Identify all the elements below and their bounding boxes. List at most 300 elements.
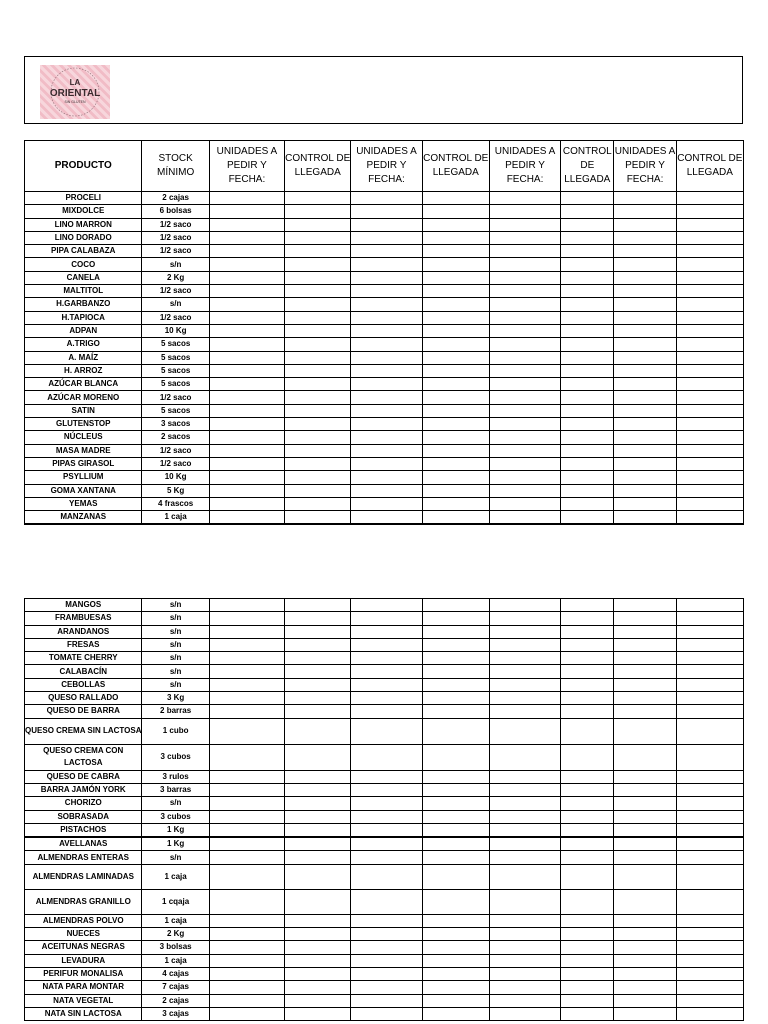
control-cell[interactable] bbox=[561, 205, 614, 218]
unidades-cell[interactable] bbox=[209, 457, 284, 470]
control-cell[interactable] bbox=[422, 967, 489, 980]
unidades-cell[interactable] bbox=[351, 258, 422, 271]
unidades-cell[interactable] bbox=[351, 810, 422, 823]
control-cell[interactable] bbox=[422, 851, 489, 864]
control-cell[interactable] bbox=[285, 378, 351, 391]
control-cell[interactable] bbox=[422, 431, 489, 444]
control-cell[interactable] bbox=[422, 665, 489, 678]
unidades-cell[interactable] bbox=[209, 431, 284, 444]
control-cell[interactable] bbox=[676, 431, 743, 444]
unidades-cell[interactable] bbox=[351, 218, 422, 231]
control-cell[interactable] bbox=[561, 391, 614, 404]
unidades-cell[interactable] bbox=[209, 837, 284, 851]
unidades-cell[interactable] bbox=[614, 444, 676, 457]
control-cell[interactable] bbox=[422, 678, 489, 691]
control-cell[interactable] bbox=[422, 823, 489, 837]
unidades-cell[interactable] bbox=[614, 1007, 676, 1020]
control-cell[interactable] bbox=[561, 994, 614, 1007]
control-cell[interactable] bbox=[561, 338, 614, 351]
unidades-cell[interactable] bbox=[489, 511, 560, 525]
control-cell[interactable] bbox=[422, 941, 489, 954]
control-cell[interactable] bbox=[285, 625, 351, 638]
unidades-cell[interactable] bbox=[209, 941, 284, 954]
unidades-cell[interactable] bbox=[489, 245, 560, 258]
control-cell[interactable] bbox=[422, 205, 489, 218]
control-cell[interactable] bbox=[561, 625, 614, 638]
control-cell[interactable] bbox=[561, 928, 614, 941]
unidades-cell[interactable] bbox=[489, 797, 560, 810]
unidades-cell[interactable] bbox=[351, 625, 422, 638]
control-cell[interactable] bbox=[676, 457, 743, 470]
unidades-cell[interactable] bbox=[351, 298, 422, 311]
unidades-cell[interactable] bbox=[351, 404, 422, 417]
control-cell[interactable] bbox=[422, 928, 489, 941]
unidades-cell[interactable] bbox=[351, 851, 422, 864]
control-cell[interactable] bbox=[285, 285, 351, 298]
unidades-cell[interactable] bbox=[489, 271, 560, 284]
control-cell[interactable] bbox=[676, 484, 743, 497]
control-cell[interactable] bbox=[422, 338, 489, 351]
control-cell[interactable] bbox=[676, 823, 743, 837]
control-cell[interactable] bbox=[676, 285, 743, 298]
unidades-cell[interactable] bbox=[351, 231, 422, 244]
unidades-cell[interactable] bbox=[489, 994, 560, 1007]
unidades-cell[interactable] bbox=[351, 364, 422, 377]
control-cell[interactable] bbox=[285, 652, 351, 665]
unidades-cell[interactable] bbox=[351, 837, 422, 851]
control-cell[interactable] bbox=[422, 612, 489, 625]
control-cell[interactable] bbox=[561, 404, 614, 417]
control-cell[interactable] bbox=[422, 770, 489, 783]
control-cell[interactable] bbox=[676, 471, 743, 484]
unidades-cell[interactable] bbox=[351, 378, 422, 391]
control-cell[interactable] bbox=[676, 245, 743, 258]
unidades-cell[interactable] bbox=[209, 418, 284, 431]
control-cell[interactable] bbox=[561, 311, 614, 324]
control-cell[interactable] bbox=[676, 324, 743, 337]
control-cell[interactable] bbox=[561, 810, 614, 823]
unidades-cell[interactable] bbox=[614, 484, 676, 497]
unidades-cell[interactable] bbox=[209, 705, 284, 718]
control-cell[interactable] bbox=[676, 692, 743, 705]
control-cell[interactable] bbox=[422, 457, 489, 470]
control-cell[interactable] bbox=[676, 258, 743, 271]
control-cell[interactable] bbox=[561, 1007, 614, 1020]
unidades-cell[interactable] bbox=[614, 718, 676, 744]
control-cell[interactable] bbox=[422, 625, 489, 638]
control-cell[interactable] bbox=[676, 205, 743, 218]
unidades-cell[interactable] bbox=[489, 1007, 560, 1020]
control-cell[interactable] bbox=[561, 665, 614, 678]
unidades-cell[interactable] bbox=[351, 692, 422, 705]
unidades-cell[interactable] bbox=[489, 837, 560, 851]
unidades-cell[interactable] bbox=[614, 705, 676, 718]
control-cell[interactable] bbox=[285, 218, 351, 231]
control-cell[interactable] bbox=[676, 378, 743, 391]
control-cell[interactable] bbox=[285, 954, 351, 967]
control-cell[interactable] bbox=[422, 391, 489, 404]
unidades-cell[interactable] bbox=[351, 444, 422, 457]
control-cell[interactable] bbox=[676, 744, 743, 770]
unidades-cell[interactable] bbox=[614, 678, 676, 691]
control-cell[interactable] bbox=[561, 718, 614, 744]
control-cell[interactable] bbox=[561, 914, 614, 927]
control-cell[interactable] bbox=[676, 941, 743, 954]
control-cell[interactable] bbox=[285, 484, 351, 497]
unidades-cell[interactable] bbox=[614, 851, 676, 864]
control-cell[interactable] bbox=[561, 497, 614, 510]
control-cell[interactable] bbox=[422, 418, 489, 431]
unidades-cell[interactable] bbox=[351, 391, 422, 404]
control-cell[interactable] bbox=[561, 797, 614, 810]
unidades-cell[interactable] bbox=[489, 928, 560, 941]
unidades-cell[interactable] bbox=[209, 258, 284, 271]
unidades-cell[interactable] bbox=[209, 981, 284, 994]
unidades-cell[interactable] bbox=[351, 457, 422, 470]
unidades-cell[interactable] bbox=[614, 418, 676, 431]
unidades-cell[interactable] bbox=[489, 744, 560, 770]
unidades-cell[interactable] bbox=[351, 954, 422, 967]
control-cell[interactable] bbox=[422, 889, 489, 914]
unidades-cell[interactable] bbox=[614, 692, 676, 705]
unidades-cell[interactable] bbox=[489, 612, 560, 625]
control-cell[interactable] bbox=[561, 638, 614, 651]
control-cell[interactable] bbox=[676, 511, 743, 525]
control-cell[interactable] bbox=[561, 258, 614, 271]
control-cell[interactable] bbox=[561, 954, 614, 967]
unidades-cell[interactable] bbox=[489, 205, 560, 218]
control-cell[interactable] bbox=[676, 797, 743, 810]
unidades-cell[interactable] bbox=[489, 954, 560, 967]
control-cell[interactable] bbox=[422, 404, 489, 417]
control-cell[interactable] bbox=[422, 837, 489, 851]
control-cell[interactable] bbox=[285, 797, 351, 810]
control-cell[interactable] bbox=[285, 678, 351, 691]
control-cell[interactable] bbox=[422, 311, 489, 324]
unidades-cell[interactable] bbox=[209, 311, 284, 324]
control-cell[interactable] bbox=[676, 351, 743, 364]
control-cell[interactable] bbox=[561, 837, 614, 851]
unidades-cell[interactable] bbox=[209, 783, 284, 796]
unidades-cell[interactable] bbox=[489, 652, 560, 665]
unidades-cell[interactable] bbox=[351, 864, 422, 889]
control-cell[interactable] bbox=[561, 941, 614, 954]
unidades-cell[interactable] bbox=[489, 599, 560, 612]
unidades-cell[interactable] bbox=[489, 967, 560, 980]
unidades-cell[interactable] bbox=[489, 889, 560, 914]
unidades-cell[interactable] bbox=[351, 678, 422, 691]
control-cell[interactable] bbox=[676, 652, 743, 665]
control-cell[interactable] bbox=[422, 797, 489, 810]
unidades-cell[interactable] bbox=[209, 444, 284, 457]
control-cell[interactable] bbox=[561, 298, 614, 311]
control-cell[interactable] bbox=[285, 599, 351, 612]
unidades-cell[interactable] bbox=[351, 511, 422, 525]
unidades-cell[interactable] bbox=[614, 967, 676, 980]
unidades-cell[interactable] bbox=[209, 864, 284, 889]
unidades-cell[interactable] bbox=[489, 941, 560, 954]
unidades-cell[interactable] bbox=[351, 823, 422, 837]
unidades-cell[interactable] bbox=[209, 285, 284, 298]
control-cell[interactable] bbox=[561, 364, 614, 377]
unidades-cell[interactable] bbox=[209, 718, 284, 744]
unidades-cell[interactable] bbox=[614, 914, 676, 927]
unidades-cell[interactable] bbox=[614, 298, 676, 311]
unidades-cell[interactable] bbox=[489, 364, 560, 377]
control-cell[interactable] bbox=[676, 391, 743, 404]
unidades-cell[interactable] bbox=[351, 914, 422, 927]
control-cell[interactable] bbox=[422, 271, 489, 284]
unidades-cell[interactable] bbox=[209, 810, 284, 823]
control-cell[interactable] bbox=[285, 823, 351, 837]
control-cell[interactable] bbox=[285, 404, 351, 417]
control-cell[interactable] bbox=[285, 311, 351, 324]
unidades-cell[interactable] bbox=[351, 981, 422, 994]
control-cell[interactable] bbox=[285, 391, 351, 404]
unidades-cell[interactable] bbox=[614, 665, 676, 678]
control-cell[interactable] bbox=[676, 889, 743, 914]
unidades-cell[interactable] bbox=[489, 864, 560, 889]
control-cell[interactable] bbox=[676, 967, 743, 980]
unidades-cell[interactable] bbox=[489, 324, 560, 337]
unidades-cell[interactable] bbox=[209, 625, 284, 638]
control-cell[interactable] bbox=[561, 889, 614, 914]
control-cell[interactable] bbox=[676, 192, 743, 205]
unidades-cell[interactable] bbox=[489, 810, 560, 823]
control-cell[interactable] bbox=[285, 928, 351, 941]
unidades-cell[interactable] bbox=[614, 954, 676, 967]
control-cell[interactable] bbox=[285, 705, 351, 718]
unidades-cell[interactable] bbox=[489, 625, 560, 638]
control-cell[interactable] bbox=[676, 364, 743, 377]
unidades-cell[interactable] bbox=[489, 391, 560, 404]
control-cell[interactable] bbox=[285, 471, 351, 484]
control-cell[interactable] bbox=[285, 271, 351, 284]
control-cell[interactable] bbox=[285, 192, 351, 205]
control-cell[interactable] bbox=[285, 364, 351, 377]
control-cell[interactable] bbox=[422, 511, 489, 525]
unidades-cell[interactable] bbox=[209, 678, 284, 691]
unidades-cell[interactable] bbox=[489, 378, 560, 391]
control-cell[interactable] bbox=[676, 444, 743, 457]
unidades-cell[interactable] bbox=[614, 928, 676, 941]
control-cell[interactable] bbox=[561, 351, 614, 364]
control-cell[interactable] bbox=[422, 471, 489, 484]
control-cell[interactable] bbox=[285, 994, 351, 1007]
unidades-cell[interactable] bbox=[351, 994, 422, 1007]
unidades-cell[interactable] bbox=[209, 231, 284, 244]
unidades-cell[interactable] bbox=[614, 457, 676, 470]
control-cell[interactable] bbox=[561, 705, 614, 718]
unidades-cell[interactable] bbox=[489, 851, 560, 864]
control-cell[interactable] bbox=[676, 338, 743, 351]
unidades-cell[interactable] bbox=[209, 967, 284, 980]
unidades-cell[interactable] bbox=[351, 928, 422, 941]
control-cell[interactable] bbox=[422, 994, 489, 1007]
control-cell[interactable] bbox=[285, 783, 351, 796]
unidades-cell[interactable] bbox=[209, 638, 284, 651]
unidades-cell[interactable] bbox=[209, 218, 284, 231]
unidades-cell[interactable] bbox=[351, 497, 422, 510]
unidades-cell[interactable] bbox=[209, 889, 284, 914]
unidades-cell[interactable] bbox=[351, 705, 422, 718]
unidades-cell[interactable] bbox=[209, 404, 284, 417]
control-cell[interactable] bbox=[676, 678, 743, 691]
control-cell[interactable] bbox=[561, 324, 614, 337]
control-cell[interactable] bbox=[285, 612, 351, 625]
control-cell[interactable] bbox=[561, 783, 614, 796]
unidades-cell[interactable] bbox=[209, 205, 284, 218]
unidades-cell[interactable] bbox=[209, 692, 284, 705]
unidades-cell[interactable] bbox=[614, 864, 676, 889]
unidades-cell[interactable] bbox=[489, 471, 560, 484]
control-cell[interactable] bbox=[561, 692, 614, 705]
unidades-cell[interactable] bbox=[489, 497, 560, 510]
unidades-cell[interactable] bbox=[614, 324, 676, 337]
unidades-cell[interactable] bbox=[614, 994, 676, 1007]
unidades-cell[interactable] bbox=[489, 484, 560, 497]
control-cell[interactable] bbox=[422, 231, 489, 244]
unidades-cell[interactable] bbox=[489, 444, 560, 457]
control-cell[interactable] bbox=[422, 783, 489, 796]
unidades-cell[interactable] bbox=[351, 431, 422, 444]
unidades-cell[interactable] bbox=[614, 431, 676, 444]
control-cell[interactable] bbox=[422, 258, 489, 271]
unidades-cell[interactable] bbox=[351, 418, 422, 431]
unidades-cell[interactable] bbox=[209, 599, 284, 612]
unidades-cell[interactable] bbox=[489, 457, 560, 470]
control-cell[interactable] bbox=[285, 258, 351, 271]
control-cell[interactable] bbox=[561, 823, 614, 837]
control-cell[interactable] bbox=[561, 652, 614, 665]
control-cell[interactable] bbox=[561, 245, 614, 258]
control-cell[interactable] bbox=[422, 192, 489, 205]
control-cell[interactable] bbox=[676, 298, 743, 311]
unidades-cell[interactable] bbox=[489, 638, 560, 651]
control-cell[interactable] bbox=[676, 404, 743, 417]
unidades-cell[interactable] bbox=[489, 298, 560, 311]
control-cell[interactable] bbox=[422, 351, 489, 364]
unidades-cell[interactable] bbox=[614, 218, 676, 231]
unidades-cell[interactable] bbox=[489, 981, 560, 994]
unidades-cell[interactable] bbox=[209, 378, 284, 391]
control-cell[interactable] bbox=[422, 218, 489, 231]
control-cell[interactable] bbox=[676, 994, 743, 1007]
unidades-cell[interactable] bbox=[614, 889, 676, 914]
unidades-cell[interactable] bbox=[614, 941, 676, 954]
unidades-cell[interactable] bbox=[351, 652, 422, 665]
unidades-cell[interactable] bbox=[351, 484, 422, 497]
control-cell[interactable] bbox=[422, 638, 489, 651]
unidades-cell[interactable] bbox=[351, 324, 422, 337]
control-cell[interactable] bbox=[285, 638, 351, 651]
unidades-cell[interactable] bbox=[209, 994, 284, 1007]
control-cell[interactable] bbox=[561, 612, 614, 625]
unidades-cell[interactable] bbox=[614, 837, 676, 851]
unidades-cell[interactable] bbox=[209, 744, 284, 770]
unidades-cell[interactable] bbox=[351, 967, 422, 980]
unidades-cell[interactable] bbox=[351, 1007, 422, 1020]
control-cell[interactable] bbox=[285, 444, 351, 457]
control-cell[interactable] bbox=[285, 431, 351, 444]
unidades-cell[interactable] bbox=[489, 285, 560, 298]
unidades-cell[interactable] bbox=[209, 245, 284, 258]
unidades-cell[interactable] bbox=[351, 941, 422, 954]
unidades-cell[interactable] bbox=[489, 823, 560, 837]
unidades-cell[interactable] bbox=[614, 612, 676, 625]
unidades-cell[interactable] bbox=[489, 783, 560, 796]
control-cell[interactable] bbox=[285, 810, 351, 823]
unidades-cell[interactable] bbox=[489, 231, 560, 244]
control-cell[interactable] bbox=[561, 418, 614, 431]
control-cell[interactable] bbox=[676, 837, 743, 851]
control-cell[interactable] bbox=[561, 744, 614, 770]
control-cell[interactable] bbox=[676, 497, 743, 510]
unidades-cell[interactable] bbox=[614, 810, 676, 823]
unidades-cell[interactable] bbox=[351, 245, 422, 258]
unidades-cell[interactable] bbox=[614, 258, 676, 271]
unidades-cell[interactable] bbox=[614, 652, 676, 665]
control-cell[interactable] bbox=[422, 810, 489, 823]
control-cell[interactable] bbox=[422, 484, 489, 497]
control-cell[interactable] bbox=[676, 783, 743, 796]
control-cell[interactable] bbox=[285, 351, 351, 364]
unidades-cell[interactable] bbox=[614, 338, 676, 351]
unidades-cell[interactable] bbox=[489, 705, 560, 718]
control-cell[interactable] bbox=[561, 192, 614, 205]
unidades-cell[interactable] bbox=[614, 364, 676, 377]
control-cell[interactable] bbox=[285, 889, 351, 914]
control-cell[interactable] bbox=[285, 665, 351, 678]
unidades-cell[interactable] bbox=[614, 783, 676, 796]
unidades-cell[interactable] bbox=[489, 770, 560, 783]
unidades-cell[interactable] bbox=[209, 612, 284, 625]
unidades-cell[interactable] bbox=[209, 797, 284, 810]
unidades-cell[interactable] bbox=[209, 471, 284, 484]
control-cell[interactable] bbox=[561, 851, 614, 864]
unidades-cell[interactable] bbox=[614, 625, 676, 638]
unidades-cell[interactable] bbox=[209, 298, 284, 311]
control-cell[interactable] bbox=[561, 511, 614, 525]
control-cell[interactable] bbox=[285, 941, 351, 954]
control-cell[interactable] bbox=[676, 810, 743, 823]
unidades-cell[interactable] bbox=[351, 338, 422, 351]
control-cell[interactable] bbox=[561, 599, 614, 612]
unidades-cell[interactable] bbox=[614, 770, 676, 783]
control-cell[interactable] bbox=[422, 692, 489, 705]
unidades-cell[interactable] bbox=[209, 770, 284, 783]
control-cell[interactable] bbox=[285, 338, 351, 351]
control-cell[interactable] bbox=[285, 511, 351, 525]
unidades-cell[interactable] bbox=[351, 471, 422, 484]
unidades-cell[interactable] bbox=[209, 338, 284, 351]
unidades-cell[interactable] bbox=[489, 431, 560, 444]
control-cell[interactable] bbox=[285, 837, 351, 851]
unidades-cell[interactable] bbox=[614, 192, 676, 205]
control-cell[interactable] bbox=[561, 864, 614, 889]
control-cell[interactable] bbox=[422, 744, 489, 770]
unidades-cell[interactable] bbox=[614, 285, 676, 298]
unidades-cell[interactable] bbox=[614, 638, 676, 651]
control-cell[interactable] bbox=[676, 864, 743, 889]
unidades-cell[interactable] bbox=[351, 797, 422, 810]
control-cell[interactable] bbox=[422, 364, 489, 377]
unidades-cell[interactable] bbox=[614, 351, 676, 364]
unidades-cell[interactable] bbox=[209, 928, 284, 941]
control-cell[interactable] bbox=[561, 378, 614, 391]
control-cell[interactable] bbox=[285, 418, 351, 431]
unidades-cell[interactable] bbox=[489, 678, 560, 691]
